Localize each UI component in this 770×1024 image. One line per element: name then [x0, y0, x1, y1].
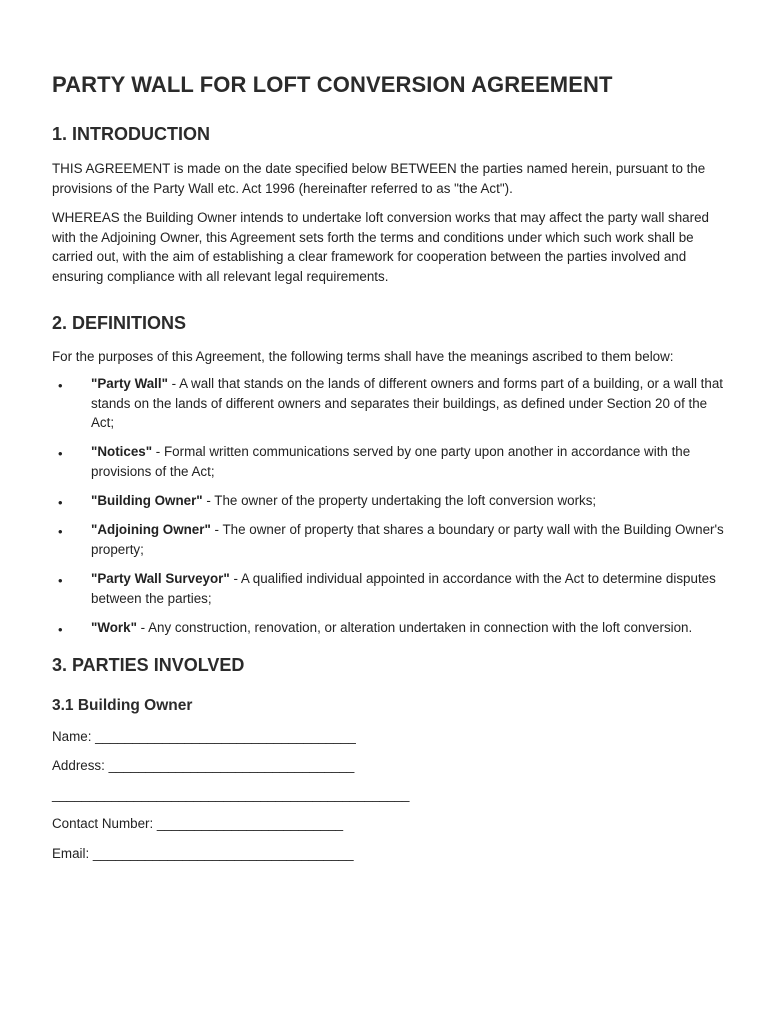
definition-text: - Any construction, renovation, or alteration undertaken in connection with the loft conversion.	[136, 619, 693, 635]
section-heading-parties: 3. PARTIES INVOLVED	[52, 655, 245, 676]
definition-term: "Building Owner"	[91, 493, 203, 509]
section-heading-introduction: 1. INTRODUCTION	[52, 124, 211, 144]
email-field[interactable]: Email: ___________________________________	[52, 845, 354, 861]
document-page	[52, 70, 732, 863]
document-title: PARTY WALL FOR LOFT CONVERSION AGREEMENT	[52, 72, 613, 97]
address-field[interactable]: Address: _________________________________	[52, 758, 355, 774]
definition-term: "Notices"	[91, 444, 153, 460]
section-heading-definitions: 2. DEFINITIONS	[52, 312, 187, 333]
definition-item	[52, 618, 732, 638]
contact-number-field[interactable]: Contact Number: _________________________	[52, 816, 344, 832]
definition-term: "Party Wall Surveyor"	[91, 570, 230, 586]
bullet-icon: •	[58, 495, 63, 511]
bullet-icon: •	[58, 621, 63, 637]
definition-term: "Adjoining Owner"	[91, 522, 211, 538]
definition-term: "Party Wall"	[91, 376, 168, 392]
bullet-icon: •	[58, 572, 63, 588]
definition-item	[52, 491, 732, 511]
bullet-icon: •	[58, 524, 63, 540]
definition-term: "Work"	[91, 619, 137, 635]
definitions-intro: For the purposes of this Agreement, the following terms shall have the meanings ascribed to them below:	[52, 348, 674, 364]
introduction-paragraph-1: THIS AGREEMENT is made on the date specified below BETWEEN the parties named herein, pursuant to the provisions of the Party Wall etc. Act 1996 (hereinafter referred to as "the Act").	[52, 161, 706, 196]
definitions-list	[52, 374, 732, 637]
bullet-icon: •	[58, 378, 63, 394]
definition-text: - The owner of property that shares a boundary or party wall with the Building Owner's property;	[91, 522, 724, 557]
definition-item	[52, 569, 732, 608]
subsection-heading-building-owner: 3.1 Building Owner	[52, 697, 193, 715]
definition-item	[52, 520, 732, 559]
definition-text: - Formal written communications served by one party upon another in accordance with the provisions of the Act;	[91, 444, 691, 480]
definition-item	[52, 442, 732, 481]
definition-text: - The owner of the property undertaking the loft conversion works;	[202, 493, 597, 509]
definition-item	[52, 374, 732, 433]
bullet-icon: •	[58, 446, 63, 462]
definition-text: - A qualified individual appointed in accordance with the Act to determine disputes between the parties;	[91, 570, 716, 606]
definition-text: - A wall that stands on the lands of different owners and forms part of a building, or a wall that stands on the lands of different owners and separates their buildings, as defined under Section 20 of the Act;	[91, 376, 723, 431]
introduction-paragraph-2: WHEREAS the Building Owner intends to undertake loft conversion works that may affect the party wall shared with the Adjoining Owner, this Agreement sets forth the terms and conditions under which such work shall be carried out, with the aim of establishing a clear framework for cooperation between the parties involved and ensuring compliance with all relevant legal requirements.	[52, 210, 709, 284]
address-line-2-field[interactable]: ________________________________________________	[52, 787, 410, 803]
name-field[interactable]: Name: ___________________________________	[52, 729, 356, 745]
